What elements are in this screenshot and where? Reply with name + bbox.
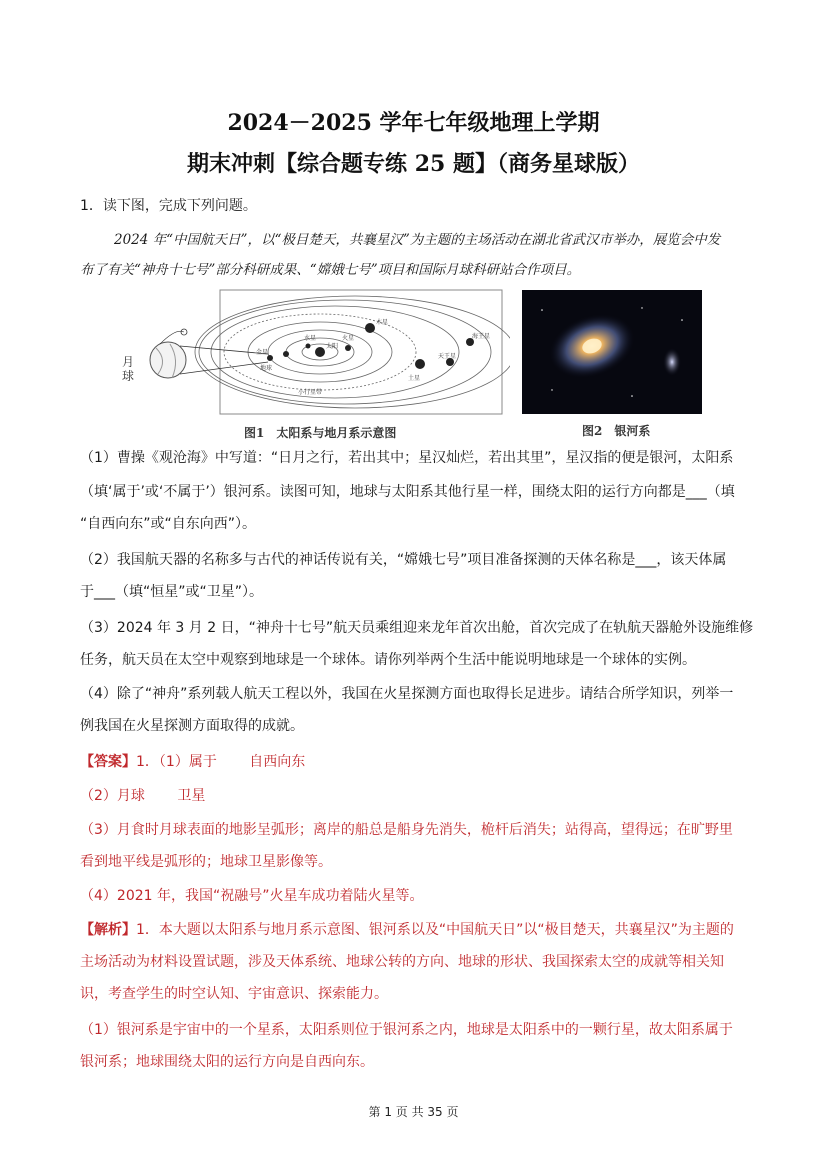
analysis-label: 【解析】 [80,922,136,938]
label-saturn: 土星 [408,375,421,382]
question-1-2-line1: （2）我国航天器的名称多与古代的神话传说有关，“嫦娥七号”项目准备探测的天体名称是___，该天体属 [80,552,727,568]
question-1-4-line1: （4）除了“神舟”系列载人航天工程以外，我国在火星探测方面也取得长足进步。请结合所学知识，列举一 [80,686,734,702]
analysis-line-5: 银河系；地球围绕太阳的运行方向是自西向东。 [80,1054,374,1070]
question-1-1-line3: “自西向东”或“自东向西”）。 [80,516,257,532]
page-footer: 第 1 页 共 35 页 [368,1105,459,1119]
answer-line-5: （4）2021 年，我国“祝融号”火星车成功着陆火星等。 [80,888,424,904]
sun-mark [315,347,325,357]
label-asteroid-belt: 小行星带 [298,389,323,396]
question-1-2-line2: 于___（填“恒星”或“卫星”）。 [80,584,264,600]
answer-line-4: 看到地平线是弧形的；地球卫星影像等。 [80,854,332,870]
label-mercury: 水星 [304,335,317,342]
galaxy-image [522,290,702,414]
doc-title-line1: 2024－2025 学年七年级地理上学期 [227,110,600,136]
analysis-line-4: （1）银河系是宇宙中的一个星系，太阳系则位于银河系之内，地球是太阳系中的一颗行星，故太阳系属于 [80,1022,733,1038]
figure2-caption: 图2 银河系 [582,424,651,438]
figure1-caption: 图1 太阳系与地月系示意图 [244,426,397,440]
analysis-line-2: 主场活动为材料设置试题，涉及天体系统、地球公转的方向、地球的形状、我国探索太空的成就等相关知 [80,954,724,970]
answer-label: 【答案】 [80,754,136,770]
analysis-line-3: 识，考查学生的时空认知、宇宙意识、探索能力。 [80,986,388,1002]
question-1-1-line2: （填‘属于’或‘不属于’）银河系。读图可知，地球与太阳系其他行星一样，围绕太阳的运行方向都是___（填 [80,484,735,500]
label-neptune: 海王星 [472,333,491,340]
analysis-line-1 [80,920,752,940]
figure-galaxy-photo [522,290,702,414]
label-sun: 太阳 [326,343,339,350]
moon-label: 月球 [122,355,135,383]
answer-line-2: （2）月球 卫星 [80,788,206,804]
answer-line-1 [80,752,752,772]
question-1-intro: 1．读下图，完成下列问题。 [80,198,257,214]
label-mars: 火星 [342,335,355,342]
material-line-2: 布了有关“神舟十七号”部分科研成果、“嫦娥七号”项目和国际月球科研站合作项目。 [80,262,581,278]
figure-solar-system [120,288,510,422]
answer-1: 1．（1）属于 自西向东 [136,754,306,770]
label-venus: 金星 [256,349,269,356]
analysis-1: 1．本大题以太阳系与地月系示意图、银河系以及“中国航天日”以“极目楚天，共襄星汉”为主题的 [136,922,734,938]
question-1-4-line2: 例我国在火星探测方面取得的成就。 [80,718,304,734]
material-line-1: 2024 年“中国航天日”，以“极目楚天，共襄星汉”为主题的主场活动在湖北省武汉市举办，展览会中发 [114,232,721,248]
question-1-3-line2: 任务，航天员在太空中观察到地球是一个球体。请你列举两个生活中能说明地球是一个球体的实例。 [80,652,696,668]
question-1-3-line1: （3）2024 年 3 月 2 日，“神舟十七号”航天员乘组迎来龙年首次出舱，首次完成了在轨航天器舱外设施维修 [80,620,754,636]
doc-title-line2: 期末冲刺【综合题专练 25 题】（商务星球版） [187,151,640,177]
moon-sphere [150,342,186,378]
label-uranus: 天王星 [438,353,457,360]
solar-system-diagram [120,288,510,418]
label-jupiter: 木星 [376,319,389,326]
question-1-1-line1: （1）曹操《观沧海》中写道：“日月之行，若出其中；星汉灿烂，若出其里”，星汉指的便是银河，太阳系 [80,450,734,466]
answer-line-3: （3）月食时月球表面的地影呈弧形；离岸的船总是船身先消失，桅杆后消失；站得高，望得远；在旷野里 [80,822,733,838]
label-earth: 地球 [260,365,273,372]
